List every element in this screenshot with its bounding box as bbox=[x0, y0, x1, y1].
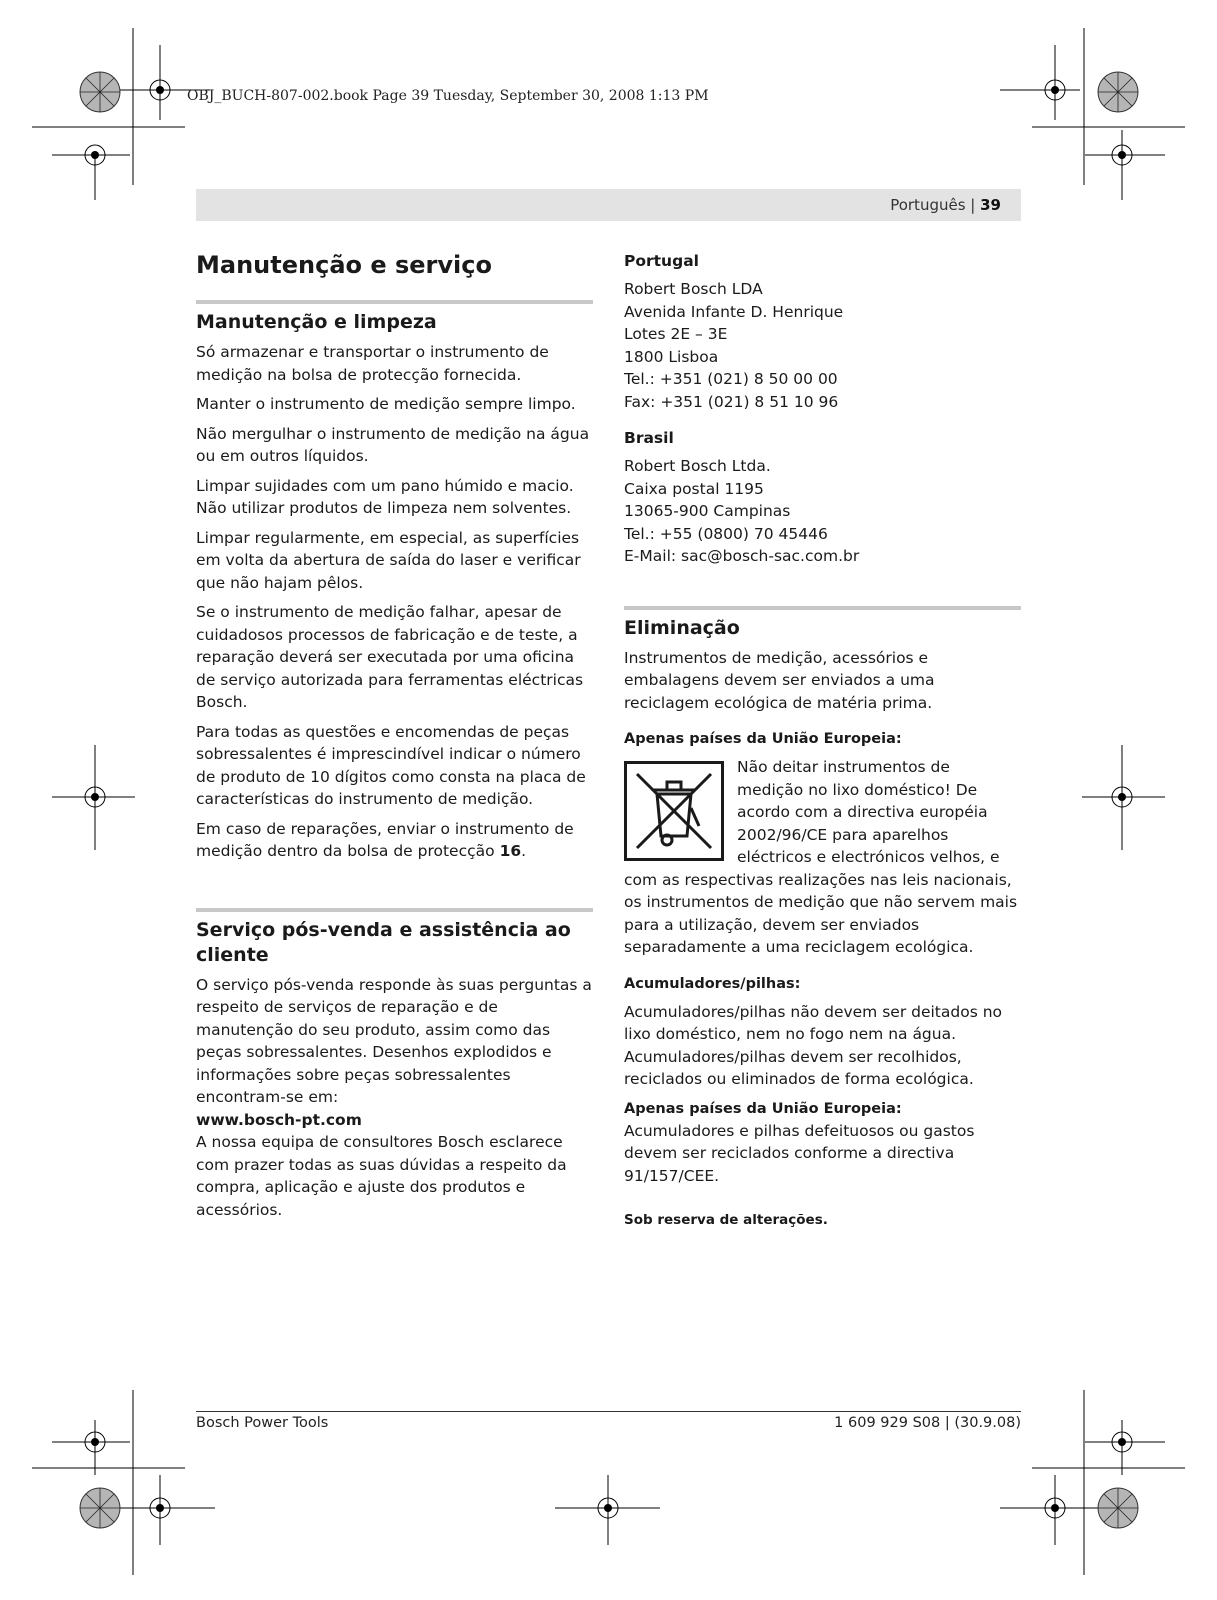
footer-rule bbox=[196, 1411, 1021, 1412]
reference-number: 16 bbox=[499, 842, 522, 860]
country-heading-brasil: Brasil bbox=[624, 429, 674, 447]
address-line: Avenida Infante D. Henrique bbox=[624, 302, 844, 321]
address-line: Caixa postal 1195 bbox=[624, 479, 764, 498]
footer-brand: Bosch Power Tools bbox=[196, 1415, 329, 1431]
paragraph: Limpar regularmente, em especial, as superfícies em volta da abertura de saída do laser e verificar que não hajam pêlos. bbox=[196, 528, 581, 592]
page-header bbox=[890, 189, 1021, 221]
address-line: Robert Bosch LDA bbox=[624, 280, 763, 298]
paragraph: O serviço pós-venda responde às suas perguntas a respeito de serviços de reparação e de manutenção do seu produto, assim como das peças sobressalentes. Desenhos explodidos e informações sobre peças sobressalentes encontram-se em: bbox=[196, 975, 592, 1106]
section-heading-disposal: Eliminação bbox=[624, 616, 740, 639]
address-line: 13065-900 Campinas bbox=[624, 502, 791, 520]
address-line: Robert Bosch Ltda. bbox=[624, 457, 771, 475]
address-portugal bbox=[624, 278, 1021, 413]
reservation-note: Sob reserva de alterações. bbox=[624, 1212, 828, 1228]
page-title: Manutenção e serviço bbox=[196, 251, 492, 279]
eu-heading-2: Apenas países da União Europeia: bbox=[624, 1100, 902, 1117]
section-rule bbox=[196, 908, 593, 912]
address-line: 1800 Lisboa bbox=[624, 347, 719, 366]
paragraph: Acumuladores/pilhas não devem ser deitados no lixo doméstico, nem no fogo nem na água. Acumuladores/pilhas devem ser recolhidos, reciclados ou eliminados de forma ecológica. bbox=[624, 1002, 1003, 1088]
crossed-bin-icon bbox=[624, 761, 724, 861]
page-header-bar bbox=[196, 189, 1021, 221]
paragraph: Se o instrumento de medição falhar, apesar de cuidadosos processos de fabricação e de teste, a reparação deverá ser executada por uma oficina de serviço autorizada para ferramentas eléctricas Bosch. bbox=[196, 603, 584, 711]
website-link[interactable]: www.bosch-pt.com bbox=[196, 1110, 362, 1129]
paragraph: Limpar sujidades com um pano húmido e macio. Não utilizar produtos de limpeza nem solventes. bbox=[196, 476, 574, 517]
paragraph: Instrumentos de medição, acessórios e embalagens devem ser enviados a uma reciclagem ecológica de matéria prima. bbox=[624, 648, 935, 712]
left-column bbox=[196, 250, 593, 1221]
period: . bbox=[521, 842, 527, 860]
paragraph: Acumuladores e pilhas defeituosos ou gastos devem ser reciclados conforme a directiva 91/157/CEE. bbox=[624, 1121, 975, 1185]
address-line: Lotes 2E – 3E bbox=[624, 325, 728, 343]
paragraph: Para todas as questões e encomendas de peças sobressalentes é imprescindível indicar o número de produto de 10 dígitos como consta na placa de características do instrumento de medição. bbox=[196, 722, 586, 808]
batteries-heading: Acumuladores/pilhas: bbox=[624, 975, 801, 992]
print-slug: OBJ_BUCH-807-002.book Page 39 Tuesday, September 30, 2008 1:13 PM bbox=[187, 88, 709, 104]
phone: Tel.: +351 (021) 8 50 00 00 bbox=[624, 370, 838, 388]
paragraph: A nossa equipa de consultores Bosch esclarece com prazer todas as suas dúvidas a respeito da compra, aplicação e ajuste dos produtos e acessórios. bbox=[196, 1133, 567, 1219]
eu-disposal-text: Não deitar instrumentos de medição no lixo doméstico! De acordo com a directiva européia 2002/96/CE para aparelhos eléctricos e electrónicos velhos, e com as respectivas realizações nas leis nacionais, os instrumentos de medição que não servem mais para a utilização, devem ser enviados separadamente a uma reciclagem ecológica. bbox=[624, 758, 1018, 956]
section-heading-maintenance: Manutenção e limpeza bbox=[196, 311, 437, 333]
phone: Tel.: +55 (0800) 70 45446 bbox=[624, 524, 828, 543]
paragraph: Não mergulhar o instrumento de medição na água ou em outros líquidos. bbox=[196, 424, 590, 465]
right-column bbox=[624, 250, 1021, 1232]
paragraph: Só armazenar e transportar o instrumento de medição na bolsa de protecção fornecida. bbox=[196, 343, 549, 384]
section-heading-service: Serviço pós-venda e assistência ao cliente bbox=[196, 918, 571, 966]
country-heading-portugal: Portugal bbox=[624, 252, 699, 270]
eu-heading: Apenas países da União Europeia: bbox=[624, 731, 902, 747]
fax: Fax: +351 (021) 8 51 10 96 bbox=[624, 392, 839, 411]
weee-block bbox=[624, 756, 1021, 959]
section-rule bbox=[624, 606, 1021, 610]
repair-text: Em caso de reparações, enviar o instrumento de medição dentro da bolsa de protecção bbox=[196, 819, 574, 860]
email[interactable]: E-Mail: sac@bosch-sac.com.br bbox=[624, 547, 860, 565]
address-brasil bbox=[624, 455, 1021, 568]
paragraph-repairs bbox=[196, 818, 593, 863]
language-label: Português | bbox=[890, 196, 976, 214]
page-number: 39 bbox=[980, 196, 1001, 214]
footer-doc-number: 1 609 929 S08 | (30.9.08) bbox=[834, 1415, 1021, 1431]
paragraph: Manter o instrumento de medição sempre limpo. bbox=[196, 395, 576, 413]
section-rule bbox=[196, 300, 593, 304]
